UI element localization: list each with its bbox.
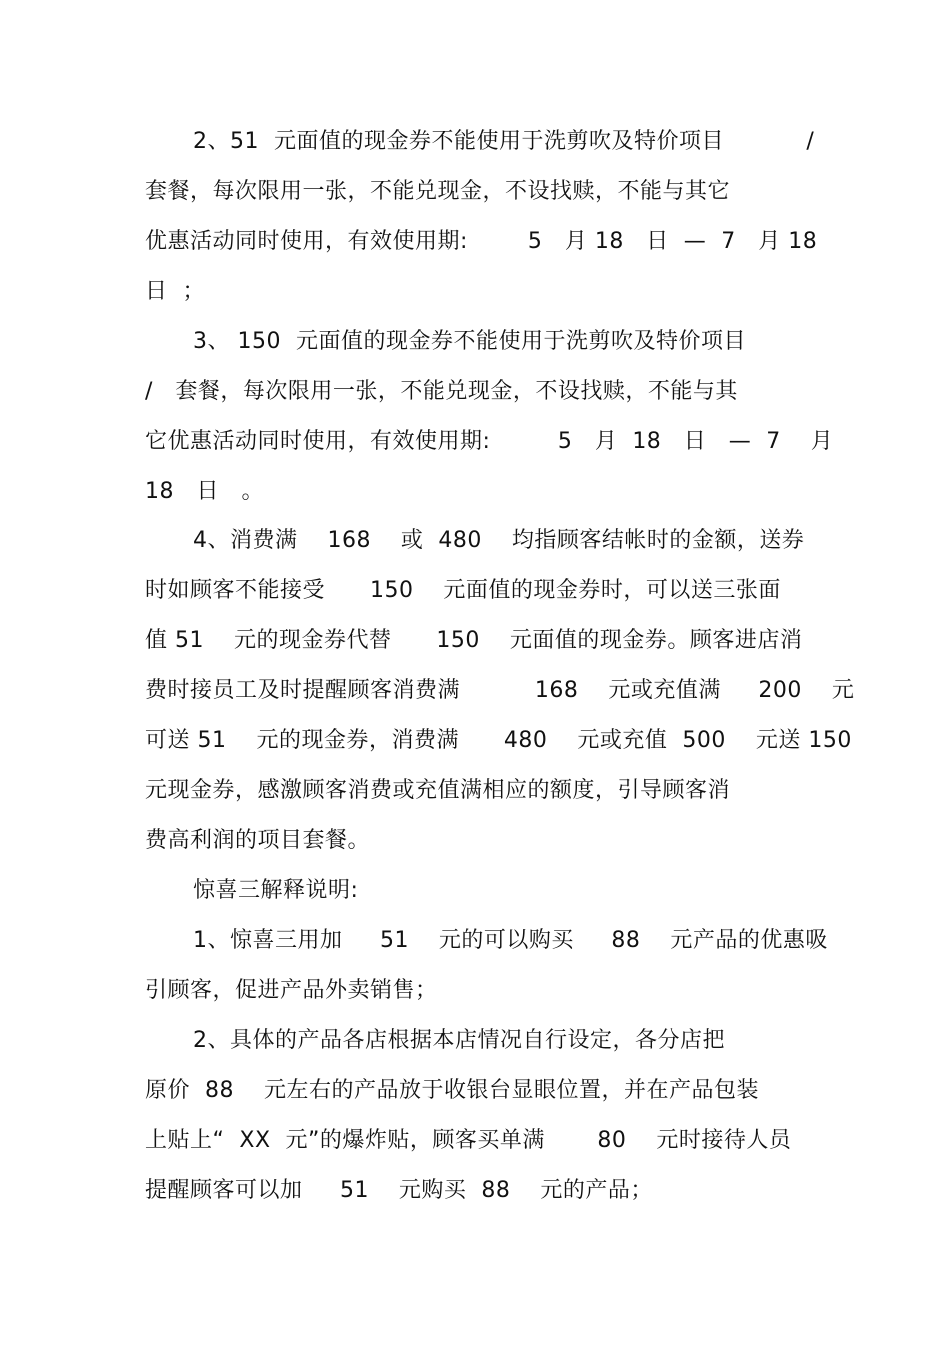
paragraph-3-line-2: / 套餐，每次限用一张，不能兑现金，不设找赎，不能与其: [145, 379, 738, 404]
paragraph-2-line-3: 优惠活动同时使用，有效使用期: 5 月 18 日 — 7 月 18: [145, 229, 818, 254]
paragraph-3-line-4: 18 日 。: [145, 479, 264, 504]
item-2-line-2: 原价 88 元左右的产品放于收银台显眼位置，并在产品包装: [145, 1078, 759, 1103]
paragraph-4-line-1: 4、消费满 168 或 480 均指顾客结帐时的金额，送券: [193, 528, 805, 553]
paragraph-3-line-3: 它优惠活动同时使用，有效使用期: 5 月 18 日 — 7 月: [145, 429, 834, 454]
paragraph-4-line-6: 元现金券，感激顾客消费或充值满相应的额度，引导顾客消: [145, 778, 731, 803]
paragraph-4-line-3: 值 51 元的现金券代替 150 元面值的现金券。顾客进店消: [145, 628, 803, 653]
paragraph-2-line-1: 2、51 元面值的现金券不能使用于洗剪吹及特价项目 /: [193, 129, 815, 154]
item-1-line-2: 引顾客，促进产品外卖销售；: [145, 978, 438, 1003]
paragraph-2-line-2: 套餐，每次限用一张，不能兑现金，不设找赎，不能与其它: [145, 179, 731, 204]
section-heading: 惊喜三解释说明:: [193, 878, 359, 903]
item-2-line-4: 提醒顾客可以加 51 元购买 88 元的产品；: [145, 1178, 653, 1203]
paragraph-4-line-7: 费高利润的项目套餐。: [145, 828, 371, 853]
item-2-line-3: 上贴上“ XX 元”的爆炸贴，顾客买单满 80 元时接待人员: [145, 1128, 792, 1153]
item-1-line-1: 1、惊喜三用加 51 元的可以购买 88 元产品的优惠吸: [193, 928, 828, 953]
paragraph-4-line-4: 费时接员工及时提醒顾客消费满 168 元或充值满 200 元: [145, 678, 855, 703]
paragraph-4-line-5: 可送 51 元的现金券，消费满 480 元或充值 500 元送 150: [145, 728, 852, 753]
paragraph-3-line-1: 3、 150 元面值的现金券不能使用于洗剪吹及特价项目: [193, 329, 746, 354]
paragraph-4-line-2: 时如顾客不能接受 150 元面值的现金券时，可以送三张面: [145, 578, 781, 603]
item-2-line-1: 2、具体的产品各店根据本店情况自行设定，各分店把: [193, 1028, 725, 1053]
paragraph-2-line-4: 日 ；: [145, 279, 205, 304]
